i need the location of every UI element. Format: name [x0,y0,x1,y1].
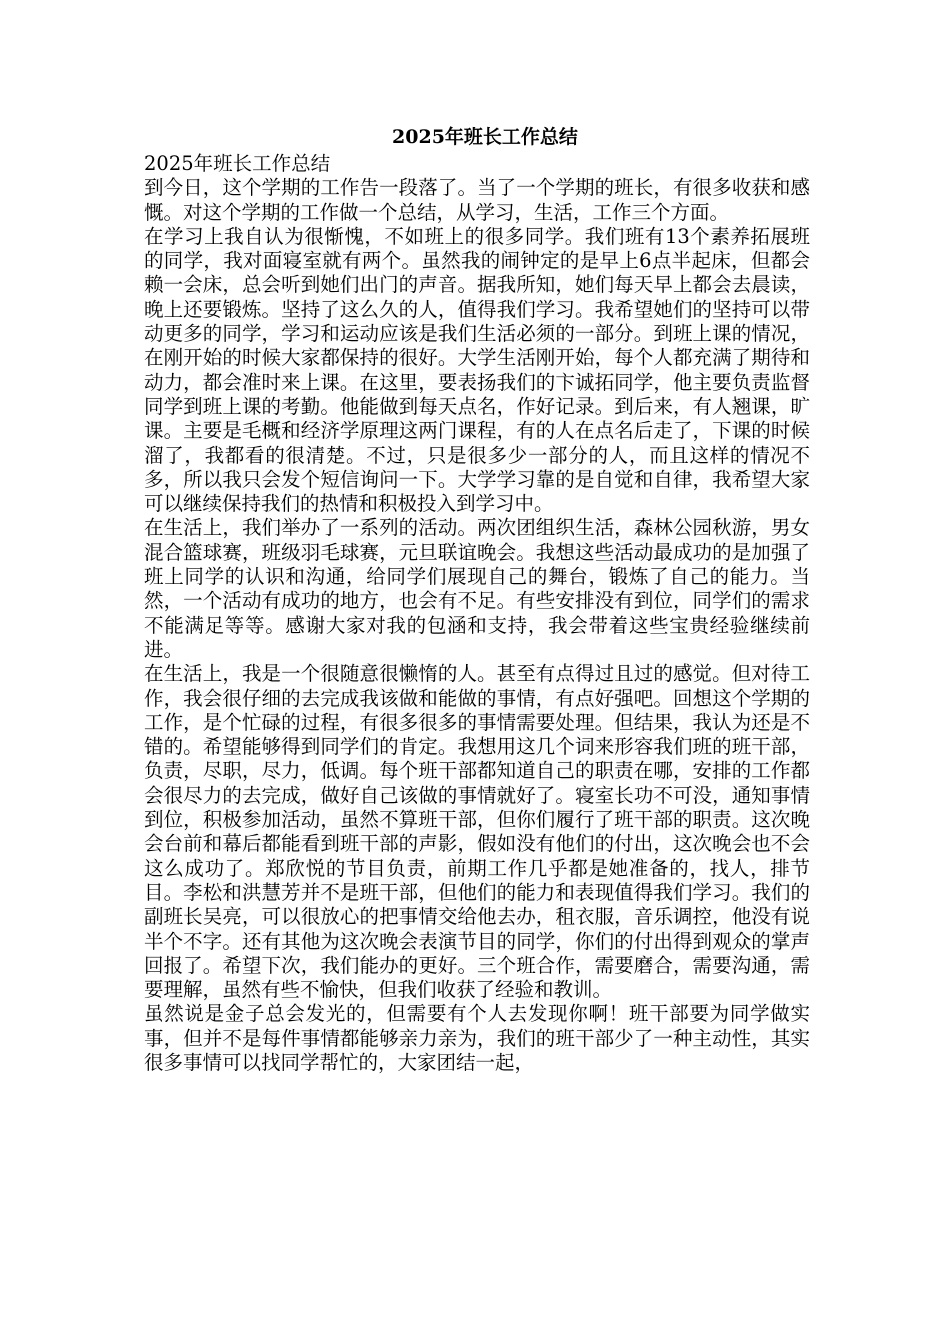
paragraph-committee: 虽然说是金子总会发光的，但需要有个人去发现你啊！班干部要为同学做实事，但并不是每件事情都能够亲力亲为，我们的班干部少了一种主动性，其实很多事情可以找同学帮忙的，大家团结一起， [144,1002,810,1074]
paragraph-study: 在学习上我自认为很惭愧，不如班上的很多同学。我们班有13个素养拓展班的同学，我对面寝室就有两个。虽然我的闹钟定的是早上6点半起床，但都会赖一会床，总会听到她们出门的声音。据我所知，她们每天早上都会去晨读，晚上还要锻炼。坚持了这么久的人，值得我们学习。我希望她们的坚持可以带动更多的同学，学习和运动应该是我们生活必须的一部分。到班上课的情况，在刚开始的时候大家都保持的很好。大学生活刚开始，每个人都充满了期待和动力，都会准时来上课。在这里，要表扬我们的卞诚拓同学，他主要负责监督同学到班上课的考勤。他能做到每天点名，作好记录。到后来，有人翘课，旷课。主要是毛概和经济学原理这两门课程，有的人在点名后走了，下课的时候溜了，我都看的很清楚。不过，只是很多少一部分的人，而且这样的情况不多，所以我只会发个短信询问一下。大学学习靠的是自觉和自律，我希望大家可以继续保持我们的热情和积极投入到学习中。 [144,224,810,516]
paragraph-intro: 到今日，这个学期的工作告一段落了。当了一个学期的班长，有很多收获和感慨。对这个学期的工作做一个总结，从学习，生活，工作三个方面。 [144,176,810,224]
paragraph-work: 在生活上，我是一个很随意很懒惰的人。甚至有点得过且过的感觉。但对待工作，我会很仔细的去完成我该做和能做的事情，有点好强吧。回想这个学期的工作，是个忙碌的过程，有很多很多的事情需要处理。但结果，我认为还是不错的。希望能够得到同学们的肯定。我想用这几个词来形容我们班的班干部，负责，尽职，尽力，低调。每个班干部都知道自己的职责在哪，安排的工作都会很尽力的去完成，做好自己该做的事情就好了。寝室长功不可没，通知事情到位，积极参加活动，虽然不算班干部，但你们履行了班干部的职责。这次晚会台前和幕后都能看到班干部的声影，假如没有他们的付出，这次晚会也不会这么成功了。郑欣悦的节目负责，前期工作几乎都是她准备的，找人，排节目。李松和洪慧芳并不是班干部，但他们的能力和表现值得我们学习。我们的副班长吴亮，可以很放心的把事情交给他去办，租衣服，音乐调控，他没有说半个不字。还有其他为这次晚会表演节目的同学，你们的付出得到观众的掌声回报了。希望下次，我们能办的更好。三个班合作，需要磨合，需要沟通，需要理解，虽然有些不愉快，但我们收获了经验和教训。 [144,662,810,1002]
document-title: 2025年班长工作总结 [392,126,578,148]
document-page [144,122,810,1075]
document-subtitle: 2025年班长工作总结 [144,152,331,175]
paragraph-activities: 在生活上，我们举办了一系列的活动。两次团组织生活，森林公园秋游，男女混合篮球赛，班级羽毛球赛，元旦联谊晚会。我想这些活动最成功的是加强了班上同学的认识和沟通，给同学们展现自己的舞台，锻炼了自己的能力。当然，一个活动有成功的地方，也会有不足。有些安排没有到位，同学们的需求不能满足等等。感谢大家对我的包涵和支持，我会带着这些宝贵经验继续前进。 [144,516,810,661]
